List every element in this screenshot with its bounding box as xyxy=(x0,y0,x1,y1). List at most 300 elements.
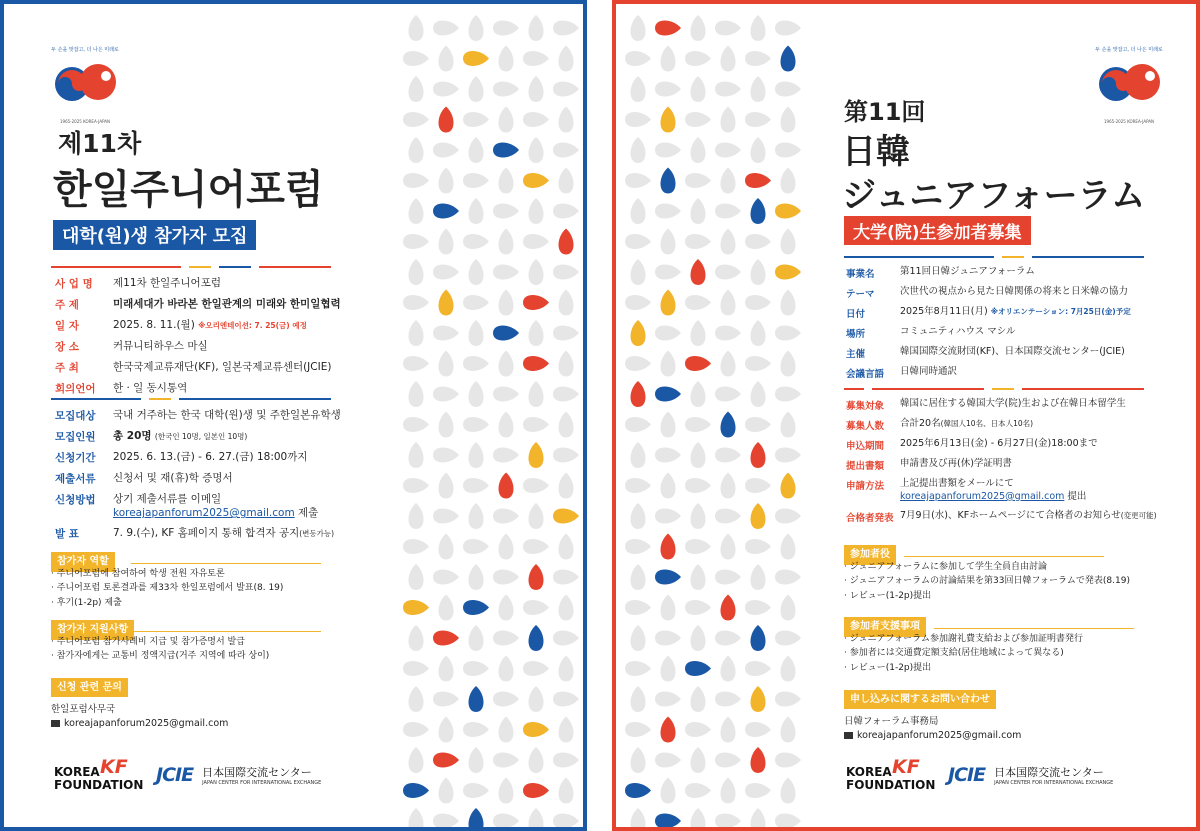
petal xyxy=(433,143,459,158)
mail-icon xyxy=(51,720,60,727)
petal xyxy=(529,259,544,285)
petal xyxy=(715,387,741,402)
petal xyxy=(721,290,736,316)
petal xyxy=(781,595,796,621)
petal-blue xyxy=(655,387,681,402)
petal xyxy=(439,412,454,438)
petal xyxy=(499,229,514,255)
petal xyxy=(625,417,651,432)
petal xyxy=(403,722,429,737)
petal-yellow xyxy=(553,509,579,524)
petal xyxy=(721,534,736,560)
petal-blue xyxy=(781,46,796,72)
petal xyxy=(469,747,484,773)
petal xyxy=(493,753,519,768)
petal xyxy=(775,82,801,97)
petal xyxy=(691,320,706,346)
list-item: · 후기(1-2p) 제출 xyxy=(51,597,122,608)
petal xyxy=(685,173,711,188)
petal xyxy=(655,448,681,463)
petal-blue xyxy=(655,814,681,828)
petal xyxy=(781,351,796,377)
petal xyxy=(745,234,771,249)
petal-red xyxy=(439,107,454,133)
petal xyxy=(403,295,429,310)
petal-red xyxy=(433,631,459,646)
petal xyxy=(463,722,489,737)
petal xyxy=(433,82,459,97)
petal xyxy=(409,198,424,224)
petal xyxy=(463,539,489,554)
petal-yellow xyxy=(529,442,544,468)
petal xyxy=(493,692,519,707)
petal xyxy=(691,381,706,407)
info-row-count: 募集人数 合計20名(韓国人10名、日本人10名) xyxy=(846,418,1034,432)
petal xyxy=(499,595,514,621)
petal xyxy=(439,473,454,499)
section-title: 参加者支援事項 xyxy=(844,617,926,637)
petal xyxy=(691,442,706,468)
section-title: 신청 관련 문의 xyxy=(51,678,128,697)
list-item: · ジュニアフォーラムの討論結果を第33回日韓フォーラムで発表(8.19) xyxy=(844,576,1130,587)
petal xyxy=(523,112,549,127)
petal xyxy=(631,442,646,468)
logo-slogan: 두 손을 맞잡고, 더 나은 미래로 xyxy=(51,47,119,53)
petal xyxy=(499,656,514,682)
mail-icon xyxy=(844,732,853,739)
divider xyxy=(51,398,331,400)
petal xyxy=(409,137,424,163)
petal xyxy=(745,478,771,493)
petal-yellow xyxy=(751,686,766,712)
petal xyxy=(463,661,489,676)
petal xyxy=(775,814,801,828)
petal xyxy=(553,753,579,768)
anniversary-logo xyxy=(1094,47,1164,124)
info-row-announcement: 合格者発表 7月9日(水)、KFホームページにて合格者のお知らせ(変更可能) xyxy=(846,509,1157,524)
info-row-method: 신청방법 상기 제출서류를 이메일 koreajapanforum2025@gmail.com 제출 xyxy=(55,493,319,520)
petal xyxy=(775,448,801,463)
petal xyxy=(439,534,454,560)
petal xyxy=(469,15,484,41)
petal xyxy=(625,539,651,554)
petal xyxy=(559,290,574,316)
list-item: · レビュー(1-2p)提出 xyxy=(844,590,932,601)
kf-logo-mark: KF xyxy=(100,756,128,778)
petal xyxy=(625,51,651,66)
section-roles xyxy=(51,552,321,610)
petal xyxy=(439,778,454,804)
petal xyxy=(721,717,736,743)
petal xyxy=(715,204,741,219)
petal xyxy=(439,656,454,682)
info-row-period: 申込期間 2025年6月13日(金) - 6月27日(金)18:00まで xyxy=(846,438,1098,452)
petal-blue xyxy=(493,326,519,341)
petal xyxy=(523,539,549,554)
petal xyxy=(745,51,771,66)
petal xyxy=(625,295,651,310)
petal xyxy=(529,15,544,41)
petal xyxy=(661,595,676,621)
petal xyxy=(625,478,651,493)
jcie-logo: JCIE 日本国際交流センター JAPAN CENTER FOR INTERNATIONAL EXCHANGE xyxy=(948,764,1114,786)
info-row-host: 주 최 한국국제교류재단(KF), 일본국제교류센터(JCIE) xyxy=(55,361,332,374)
list-item: · 주니어포럼 참가사례비 지급 및 참가증명서 발급 xyxy=(51,637,245,647)
list-item: · 참가자에게는 교통비 정액지급(거주 지역에 따라 상이) xyxy=(51,651,270,662)
petal xyxy=(715,21,741,36)
petal xyxy=(685,478,711,493)
petal-blue xyxy=(469,808,484,827)
petal xyxy=(625,112,651,127)
petal xyxy=(661,473,676,499)
petal xyxy=(493,814,519,828)
petal xyxy=(745,661,771,676)
petal xyxy=(439,229,454,255)
petal xyxy=(493,21,519,36)
logo-years: 1965-2025 KOREA-JAPAN xyxy=(60,119,110,124)
petal xyxy=(631,259,646,285)
info-row-venue: 場所 コミュニティハウス マシル xyxy=(846,326,1016,340)
petal xyxy=(775,143,801,158)
info-row-program: 事業名 第11回日韓ジュニアフォーラム xyxy=(846,266,1035,280)
petal xyxy=(559,473,574,499)
petal xyxy=(625,600,651,615)
petal xyxy=(409,442,424,468)
petal xyxy=(721,168,736,194)
petal-blue xyxy=(685,661,711,676)
petal xyxy=(463,417,489,432)
petal-blue xyxy=(751,625,766,651)
petal xyxy=(433,692,459,707)
page-title-sub: ジュニアフォーラム xyxy=(842,176,1146,216)
petal xyxy=(781,107,796,133)
petal-red xyxy=(661,717,676,743)
section-support xyxy=(51,620,321,664)
petal xyxy=(529,381,544,407)
page-title: 日韓 xyxy=(842,132,910,172)
contact-email[interactable]: koreajapanforum2025@gmail.com xyxy=(64,718,229,730)
petal xyxy=(661,351,676,377)
info-row-announcement: 발 표 7. 9.(수), KF 홈페이지 통해 합격자 공지(변동가능) xyxy=(55,527,335,541)
petal-blue xyxy=(661,168,676,194)
contact-email[interactable]: koreajapanforum2025@gmail.com xyxy=(857,730,1022,742)
email-link[interactable]: koreajapanforum2025@gmail.com xyxy=(900,490,1065,502)
petal xyxy=(463,173,489,188)
petal xyxy=(685,539,711,554)
petal xyxy=(529,686,544,712)
info-row-documents: 提出書類 申請書及び再(休)学証明書 xyxy=(846,458,1012,472)
petal xyxy=(775,326,801,341)
petal xyxy=(715,448,741,463)
petal-blue xyxy=(493,143,519,158)
petal-red xyxy=(745,173,771,188)
petal xyxy=(631,686,646,712)
petal xyxy=(781,168,796,194)
info-row-host: 主催 韓国国際交流財団(KF)、日本国際交流センター(JCIE) xyxy=(846,346,1125,360)
petal xyxy=(529,808,544,827)
petal xyxy=(409,808,424,827)
petal xyxy=(691,198,706,224)
petal xyxy=(721,473,736,499)
petal xyxy=(715,265,741,280)
petal xyxy=(403,173,429,188)
petal xyxy=(499,534,514,560)
divider xyxy=(844,388,1144,390)
petal xyxy=(745,356,771,371)
petal xyxy=(409,76,424,102)
petal xyxy=(403,112,429,127)
petal xyxy=(691,686,706,712)
info-row-target: 募集対象 韓国に居住する韓国大学(院)生および在韓日本留学生 xyxy=(846,398,1126,412)
petal-blue xyxy=(463,600,489,615)
petal-red xyxy=(529,564,544,590)
list-item: · レビュー(1-2p)提出 xyxy=(844,662,932,673)
petal xyxy=(469,137,484,163)
email-link[interactable]: koreajapanforum2025@gmail.com xyxy=(113,507,295,520)
petal xyxy=(751,320,766,346)
petal xyxy=(775,509,801,524)
petal xyxy=(469,76,484,102)
petal xyxy=(559,107,574,133)
title-banner: 大学(院)生参加者募集 xyxy=(844,216,1031,245)
petal xyxy=(553,143,579,158)
petal xyxy=(523,478,549,493)
petal xyxy=(529,320,544,346)
petal xyxy=(493,570,519,585)
list-item: · ジュニアフォーラム参加謝礼費支給および参加証明書発行 xyxy=(844,634,1084,644)
petal xyxy=(721,351,736,377)
petal xyxy=(721,229,736,255)
petal xyxy=(685,722,711,737)
petal xyxy=(493,265,519,280)
petal xyxy=(625,173,651,188)
petal xyxy=(553,326,579,341)
info-row-count: 모집인원 총 20명 (한국인 10명, 일본인 10명) xyxy=(55,430,248,443)
petal-yellow xyxy=(523,173,549,188)
petal-yellow xyxy=(775,204,801,219)
petal-red xyxy=(523,295,549,310)
petal xyxy=(655,631,681,646)
petal-red xyxy=(691,259,706,285)
petal xyxy=(781,229,796,255)
petal xyxy=(463,112,489,127)
petal xyxy=(781,656,796,682)
divider xyxy=(51,266,331,268)
petal xyxy=(745,722,771,737)
petal xyxy=(655,204,681,219)
petal-blue xyxy=(529,625,544,651)
petal xyxy=(529,137,544,163)
petal xyxy=(775,692,801,707)
contact-office: 日韓フォーラム事務局 xyxy=(844,716,939,727)
petal xyxy=(469,259,484,285)
petal-yellow xyxy=(781,473,796,499)
petal xyxy=(559,595,574,621)
petal xyxy=(691,76,706,102)
petal xyxy=(433,265,459,280)
petal-yellow xyxy=(661,107,676,133)
petal xyxy=(463,783,489,798)
petal xyxy=(715,753,741,768)
petal xyxy=(745,417,771,432)
petal xyxy=(655,82,681,97)
petal xyxy=(631,15,646,41)
petal-red xyxy=(751,442,766,468)
petal xyxy=(781,534,796,560)
contact-office: 한일포럼사무국 xyxy=(51,704,116,715)
petal xyxy=(463,356,489,371)
section-title: 참가자 역할 xyxy=(51,552,115,572)
petal-blue xyxy=(469,686,484,712)
petal xyxy=(403,539,429,554)
petal xyxy=(469,442,484,468)
petal xyxy=(721,107,736,133)
petal xyxy=(775,21,801,36)
petal xyxy=(631,76,646,102)
petal xyxy=(715,326,741,341)
petal xyxy=(553,448,579,463)
korean-poster xyxy=(0,0,587,831)
petal-red xyxy=(433,753,459,768)
petal xyxy=(433,814,459,828)
petal xyxy=(655,692,681,707)
petal xyxy=(493,448,519,463)
petal xyxy=(721,778,736,804)
petal-yellow xyxy=(661,290,676,316)
petal xyxy=(691,564,706,590)
section-support xyxy=(844,617,1134,675)
petal xyxy=(625,661,651,676)
petal xyxy=(691,747,706,773)
petal xyxy=(625,722,651,737)
petal xyxy=(631,503,646,529)
petal-red xyxy=(523,356,549,371)
petal xyxy=(685,112,711,127)
info-block-1 xyxy=(846,266,1131,386)
petal xyxy=(655,509,681,524)
info-row-documents: 제출서류 신청서 및 재(휴)학 증명서 xyxy=(55,472,233,485)
section-title: 참가자 지원사항 xyxy=(51,620,134,640)
petal-red xyxy=(685,356,711,371)
petal xyxy=(493,509,519,524)
petal-yellow xyxy=(463,51,489,66)
petal xyxy=(781,778,796,804)
info-row-date: 日付 2025年8月11日(月) ※オリエンテーション: 7月25日(金)予定 xyxy=(846,306,1131,320)
logo-years: 1965-2025 KOREA-JAPAN xyxy=(1104,119,1154,124)
petal xyxy=(751,564,766,590)
petal xyxy=(685,234,711,249)
petal xyxy=(559,778,574,804)
petal-yellow xyxy=(751,503,766,529)
petal xyxy=(655,753,681,768)
kf-logo: KOREA FOUNDATION xyxy=(846,765,936,792)
petal xyxy=(715,570,741,585)
petal-blue xyxy=(625,783,651,798)
petal xyxy=(751,76,766,102)
petal xyxy=(553,82,579,97)
info-block-2 xyxy=(846,398,1157,530)
petal xyxy=(559,351,574,377)
petal-red xyxy=(721,595,736,621)
petal-yellow xyxy=(631,320,646,346)
petal xyxy=(685,295,711,310)
petal xyxy=(463,295,489,310)
petal xyxy=(409,747,424,773)
anniversary-logo xyxy=(50,47,120,124)
petal-yellow xyxy=(775,265,801,280)
petal xyxy=(523,51,549,66)
petal xyxy=(553,204,579,219)
petal xyxy=(751,808,766,827)
petal xyxy=(559,534,574,560)
petal xyxy=(559,412,574,438)
petal xyxy=(409,503,424,529)
list-item: · ジュニアフォーラムに参加して学生全員自由討論 xyxy=(844,562,1048,572)
petal xyxy=(469,381,484,407)
petal-blue xyxy=(751,198,766,224)
japanese-poster xyxy=(612,0,1200,831)
petal xyxy=(751,259,766,285)
petal-red xyxy=(661,534,676,560)
petal xyxy=(745,112,771,127)
petal xyxy=(775,387,801,402)
petal xyxy=(781,412,796,438)
kf-logo-mark: KF xyxy=(892,756,920,778)
petal xyxy=(553,631,579,646)
petal xyxy=(559,46,574,72)
section-title: 参加者役 xyxy=(844,545,896,565)
info-row-theme: テーマ 次世代の視点から見た日韓関係の将来と日米韓の協力 xyxy=(846,286,1129,300)
petal xyxy=(469,564,484,590)
logo-emblem-icon xyxy=(1094,48,1164,118)
petal xyxy=(553,570,579,585)
petal xyxy=(661,412,676,438)
info-row-program: 사 업 명 제11차 한일주니어포럼 xyxy=(55,277,221,290)
petal xyxy=(745,783,771,798)
petal-red xyxy=(655,21,681,36)
title-banner: 대학(원)생 참가자 모집 xyxy=(53,220,256,250)
petal xyxy=(655,143,681,158)
kf-logo: KOREA FOUNDATION xyxy=(54,765,144,792)
petal xyxy=(469,503,484,529)
page-title: 한일주니어포럼 xyxy=(53,167,324,213)
petal-red xyxy=(499,473,514,499)
petal xyxy=(493,387,519,402)
petal xyxy=(409,381,424,407)
petal xyxy=(631,137,646,163)
petal xyxy=(721,656,736,682)
logo-emblem-icon xyxy=(50,48,120,118)
petal xyxy=(631,198,646,224)
title-edition: 第11回 xyxy=(844,98,926,126)
petal xyxy=(499,351,514,377)
petal xyxy=(781,717,796,743)
petal xyxy=(523,600,549,615)
logo-slogan: 두 손을 맞잡고, 더 나은 미래로 xyxy=(1095,47,1163,53)
petal xyxy=(655,326,681,341)
petal xyxy=(529,198,544,224)
info-row-method: 申請方法 上記提出書類をメールにて koreajapanforum2025@gmail.com 提出 xyxy=(846,478,1087,502)
petal xyxy=(409,686,424,712)
petal-red xyxy=(523,783,549,798)
info-row-period: 신청기간 2025. 6. 13.(금) - 6. 27.(금) 18:00까지 xyxy=(55,451,308,464)
petal xyxy=(685,783,711,798)
list-item: · 参加者には交通費定額支給(居住地域によって異なる) xyxy=(844,648,1064,659)
petal xyxy=(685,417,711,432)
petal xyxy=(661,46,676,72)
petal xyxy=(715,692,741,707)
petal xyxy=(499,290,514,316)
